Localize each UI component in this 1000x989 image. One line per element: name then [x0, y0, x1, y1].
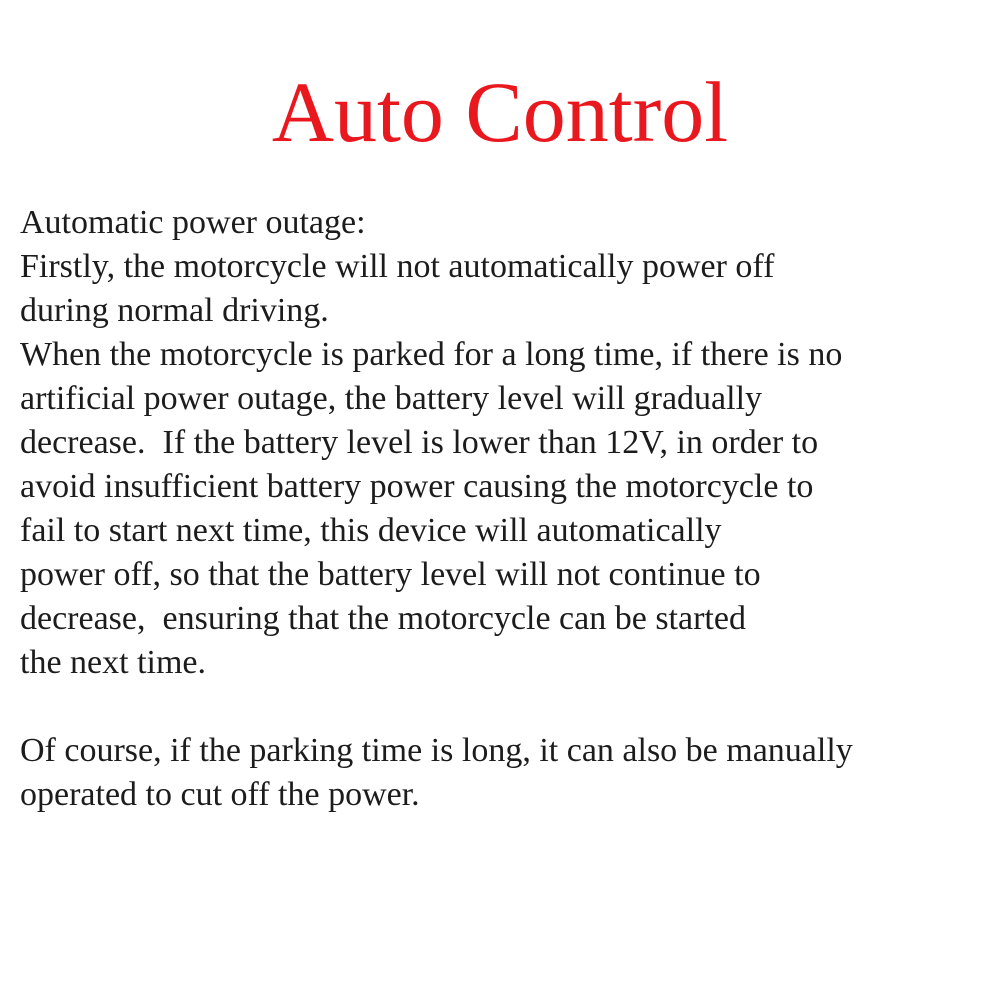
text-line: Automatic power outage: [20, 204, 366, 241]
text-line: power off, so that the battery level will not continue to [20, 556, 761, 593]
text-line: decrease, ensuring that the motorcycle can be started [20, 600, 746, 637]
paragraph-gap [20, 685, 995, 729]
text-line: artificial power outage, the battery level will gradually [20, 380, 763, 417]
text-line: avoid insufficient battery power causing the motorcycle to [20, 468, 814, 505]
text-line: fail to start next time, this device will automatically [20, 512, 722, 549]
text-line: Firstly, the motorcycle will not automatically power off [20, 248, 775, 285]
page-title: Auto Control [271, 64, 729, 160]
paragraph-auto-power-outage [20, 201, 995, 685]
text-line: When the motorcycle is parked for a long time, if there is no [20, 336, 843, 373]
body-text [20, 201, 995, 817]
text-line: during normal driving. [20, 292, 329, 329]
text-line: decrease. If the battery level is lower than 12V, in order to [20, 424, 819, 461]
paragraph-manual-cutoff [20, 729, 995, 817]
text-line: operated to cut off the power. [20, 776, 420, 813]
text-line: the next time. [20, 644, 207, 681]
text-line: Of course, if the parking time is long, it can also be manually [20, 732, 853, 769]
